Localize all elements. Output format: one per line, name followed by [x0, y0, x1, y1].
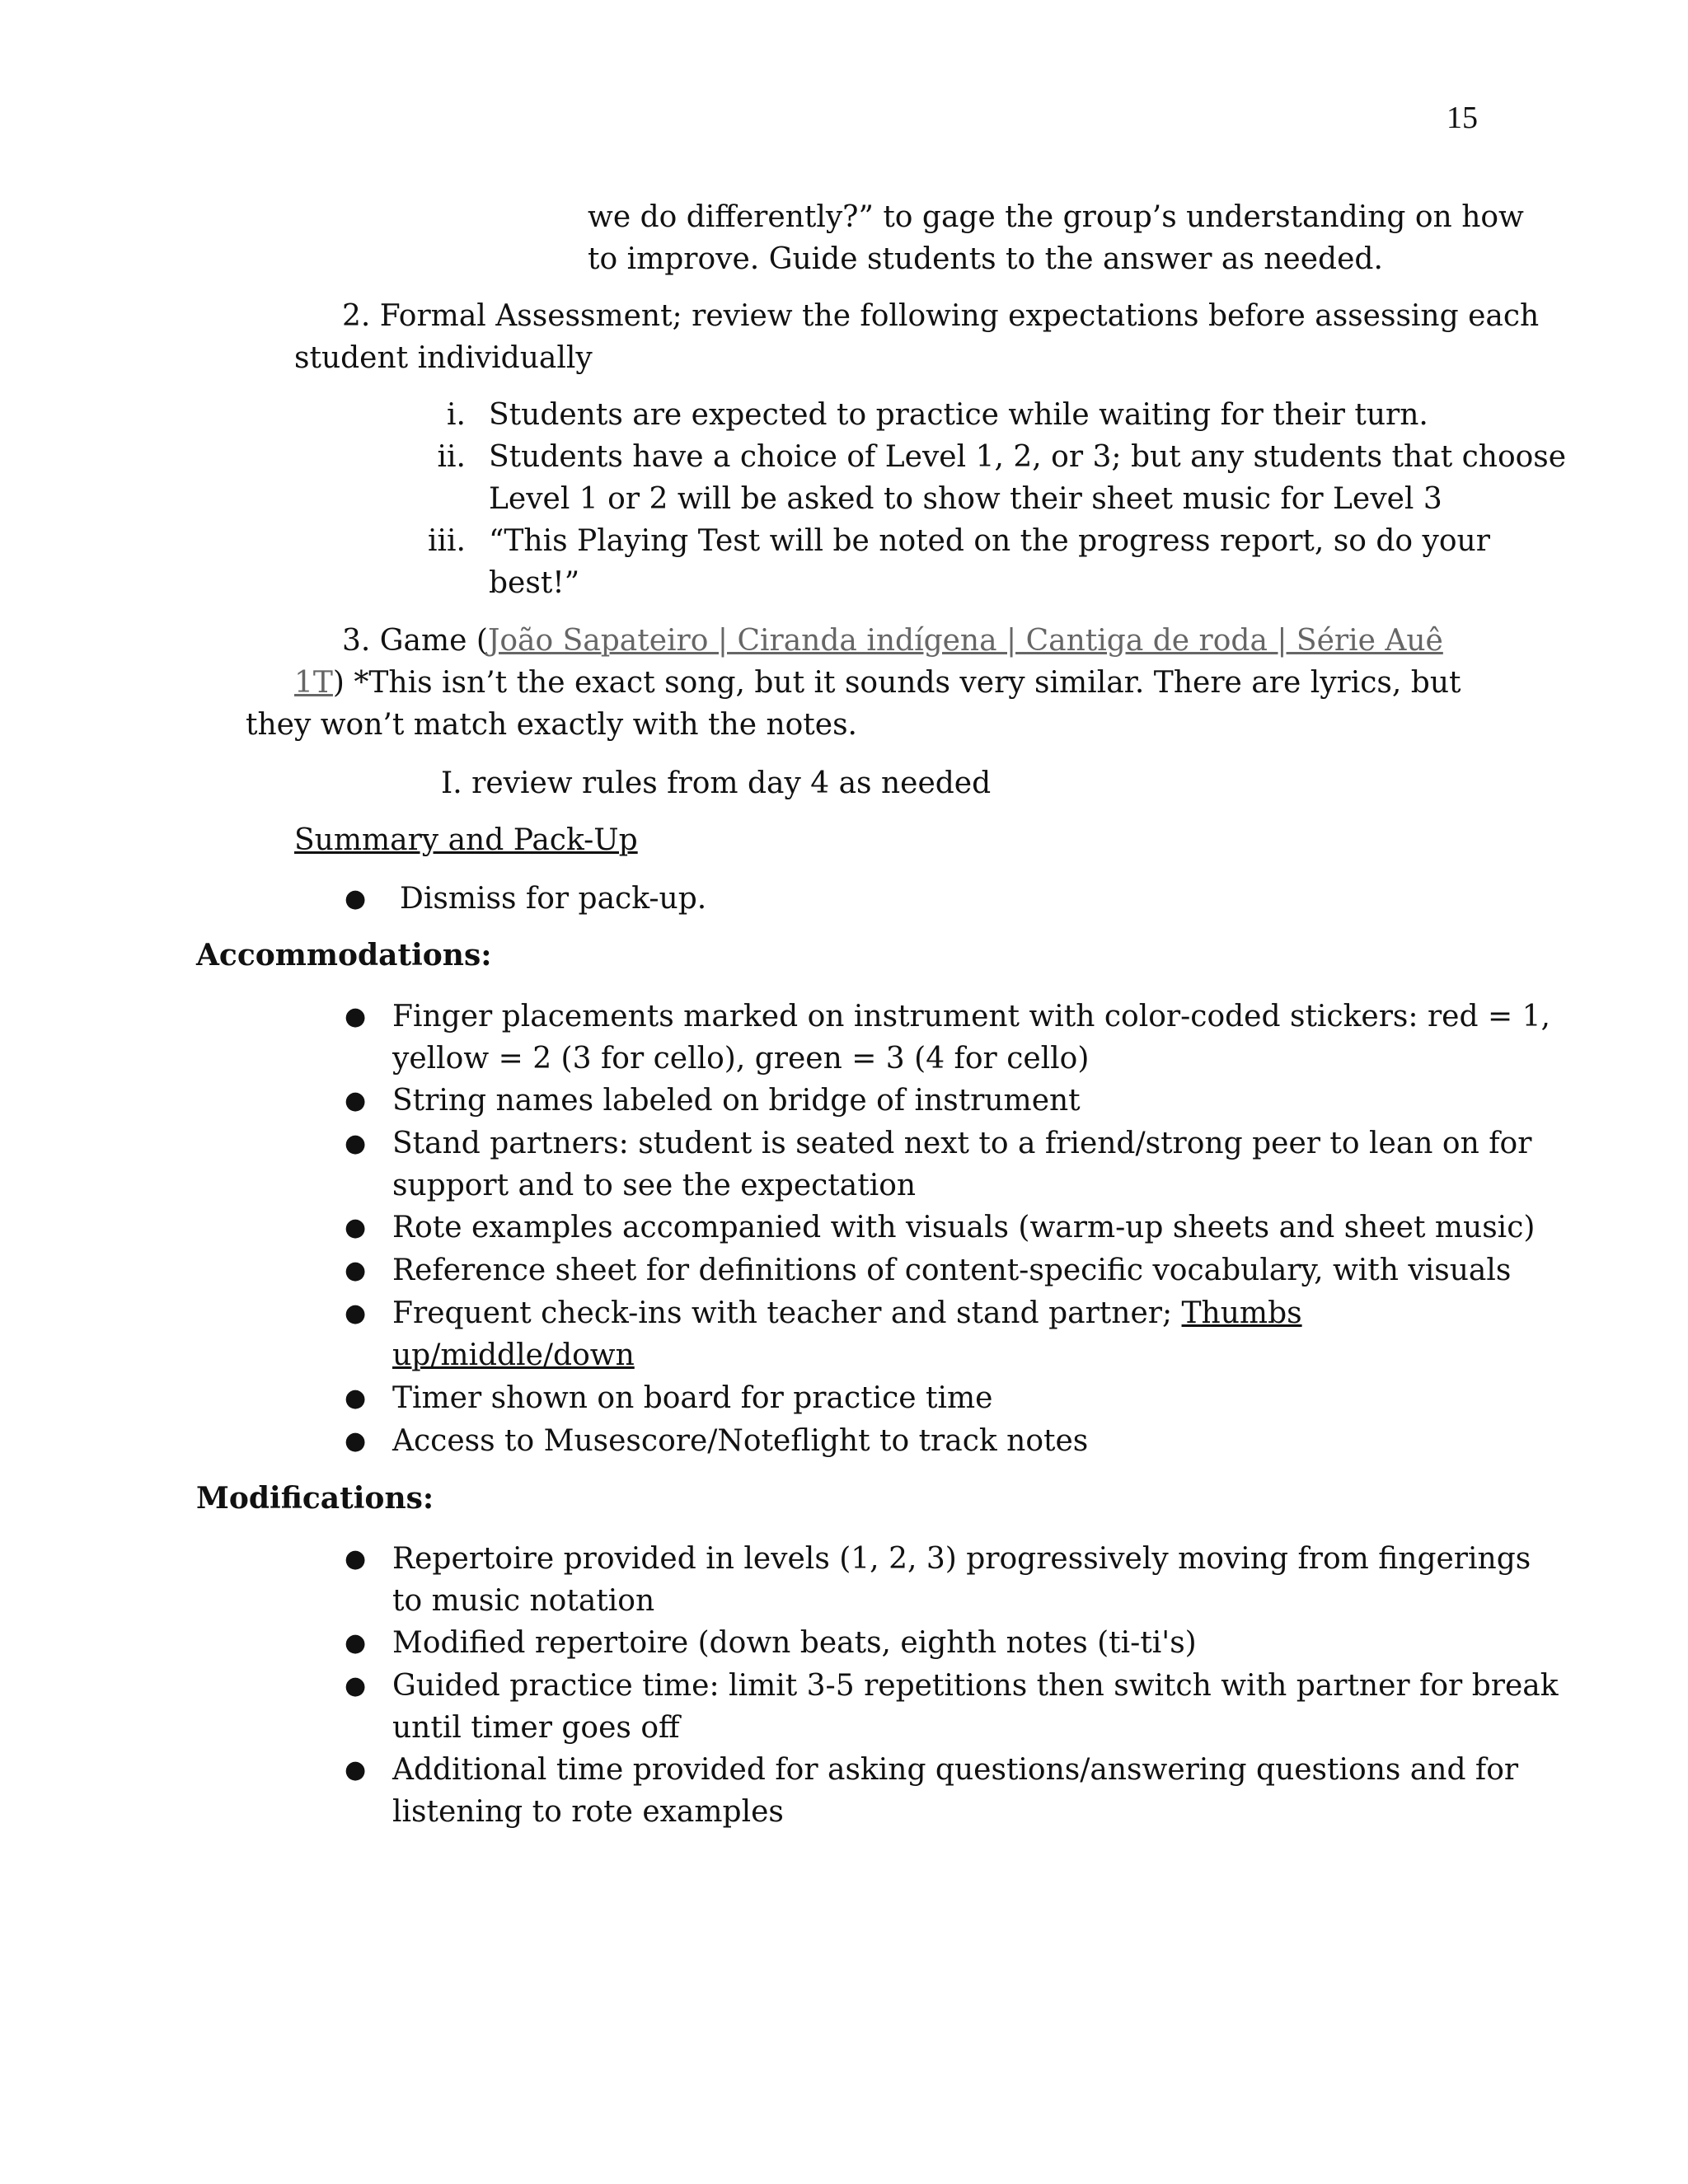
bullet-icon: ●	[345, 1629, 367, 1657]
bullet-icon: ●	[345, 1427, 367, 1455]
bullet-icon: ●	[345, 1213, 367, 1242]
thumbs-link-continued[interactable]: up/middle/down	[392, 1338, 635, 1372]
bullet-icon: ●	[345, 1384, 367, 1413]
song-link[interactable]: João Sapateiro | Ciranda indígena | Cantiga de roda | Série Auê	[487, 624, 1443, 658]
accommodation-text: Frequent check-ins with teacher and stand partner;	[392, 1296, 1182, 1330]
bullet-icon: ●	[345, 1299, 367, 1328]
bullet-icon: ●	[345, 884, 367, 913]
accommodation-item: Finger placements marked on instrument with color-coded stickers: red = 1,	[392, 1000, 1550, 1033]
intro-line-2: to improve. Guide students to the answer as needed.	[588, 242, 1383, 276]
game-line-1	[342, 620, 1443, 662]
modifications-heading: Modifications:	[196, 1481, 434, 1516]
modification-item: Guided practice time: limit 3-5 repetitions then switch with partner for break	[392, 1669, 1559, 1703]
game-line-3: they won’t match exactly with the notes.	[246, 708, 857, 742]
bullet-icon: ●	[345, 1671, 367, 1700]
modification-item: Repertoire provided in levels (1, 2, 3) progressively moving from fingerings	[392, 1542, 1531, 1576]
formal-assessment-line-2: student individually	[294, 341, 593, 375]
bullet-icon: ●	[345, 1129, 367, 1158]
bullet-icon: ●	[345, 1755, 367, 1784]
roman-numeral: i.	[447, 398, 466, 432]
expectation-item: Students are expected to practice while waiting for their turn.	[489, 398, 1428, 432]
game-review-rules: I. review rules from day 4 as needed	[441, 766, 992, 800]
modification-item-continued: listening to rote examples	[392, 1795, 784, 1829]
summary-heading: Summary and Pack-Up	[294, 823, 638, 857]
bullet-icon: ●	[345, 1544, 367, 1573]
modification-item: Modified repertoire (down beats, eighth notes (ti-ti's)	[392, 1626, 1197, 1660]
expectation-item: “This Playing Test will be noted on the progress report, so do your	[489, 524, 1490, 558]
accommodation-item: Timer shown on board for practice time	[392, 1381, 993, 1415]
accommodation-item-continued: support and to see the expectation	[392, 1169, 917, 1202]
accommodation-item: Stand partners: student is seated next to a friend/strong peer to lean on for	[392, 1127, 1532, 1160]
expectation-item: Students have a choice of Level 1, 2, or 3; but any students that choose	[489, 440, 1567, 474]
game-line-2	[294, 662, 1461, 704]
accommodation-item: Rote examples accompanied with visuals (warm-up sheets and sheet music)	[392, 1211, 1536, 1244]
bullet-icon: ●	[345, 1002, 367, 1031]
summary-bullet-text: Dismiss for pack-up.	[400, 882, 707, 916]
song-link-continued[interactable]: 1T	[294, 666, 333, 700]
accommodation-item: Access to Musescore/Noteflight to track notes	[392, 1424, 1089, 1458]
roman-numeral: iii.	[428, 524, 466, 558]
roman-numeral: ii.	[437, 440, 466, 474]
game-prefix: 3. Game (	[342, 624, 488, 658]
modification-item-continued: to music notation	[392, 1584, 655, 1618]
bullet-icon: ●	[345, 1086, 367, 1115]
intro-line-1: we do differently?” to gage the group’s understanding on how	[588, 200, 1524, 234]
accommodation-item: Reference sheet for definitions of content-specific vocabulary, with visuals	[392, 1254, 1512, 1287]
modification-item-continued: until timer goes off	[392, 1711, 680, 1745]
accommodation-item: String names labeled on bridge of instrument	[392, 1084, 1081, 1118]
accommodation-item-continued: yellow = 2 (3 for cello), green = 3 (4 for cello)	[392, 1042, 1090, 1076]
game-note: ) *This isn’t the exact song, but it sounds very similar. There are lyrics, but	[332, 666, 1461, 700]
expectation-item-continued: Level 1 or 2 will be asked to show their sheet music for Level 3	[489, 482, 1442, 516]
expectation-item-continued: best!”	[489, 566, 580, 600]
formal-assessment-line-1: 2. Formal Assessment; review the following expectations before assessing each	[342, 299, 1540, 333]
accommodation-item	[392, 1292, 1302, 1334]
accommodations-heading: Accommodations:	[196, 938, 492, 972]
modification-item: Additional time provided for asking questions/answering questions and for	[392, 1753, 1519, 1787]
thumbs-link[interactable]: Thumbs	[1181, 1296, 1302, 1330]
bullet-icon: ●	[345, 1256, 367, 1285]
page-number: 15	[1447, 101, 1478, 135]
